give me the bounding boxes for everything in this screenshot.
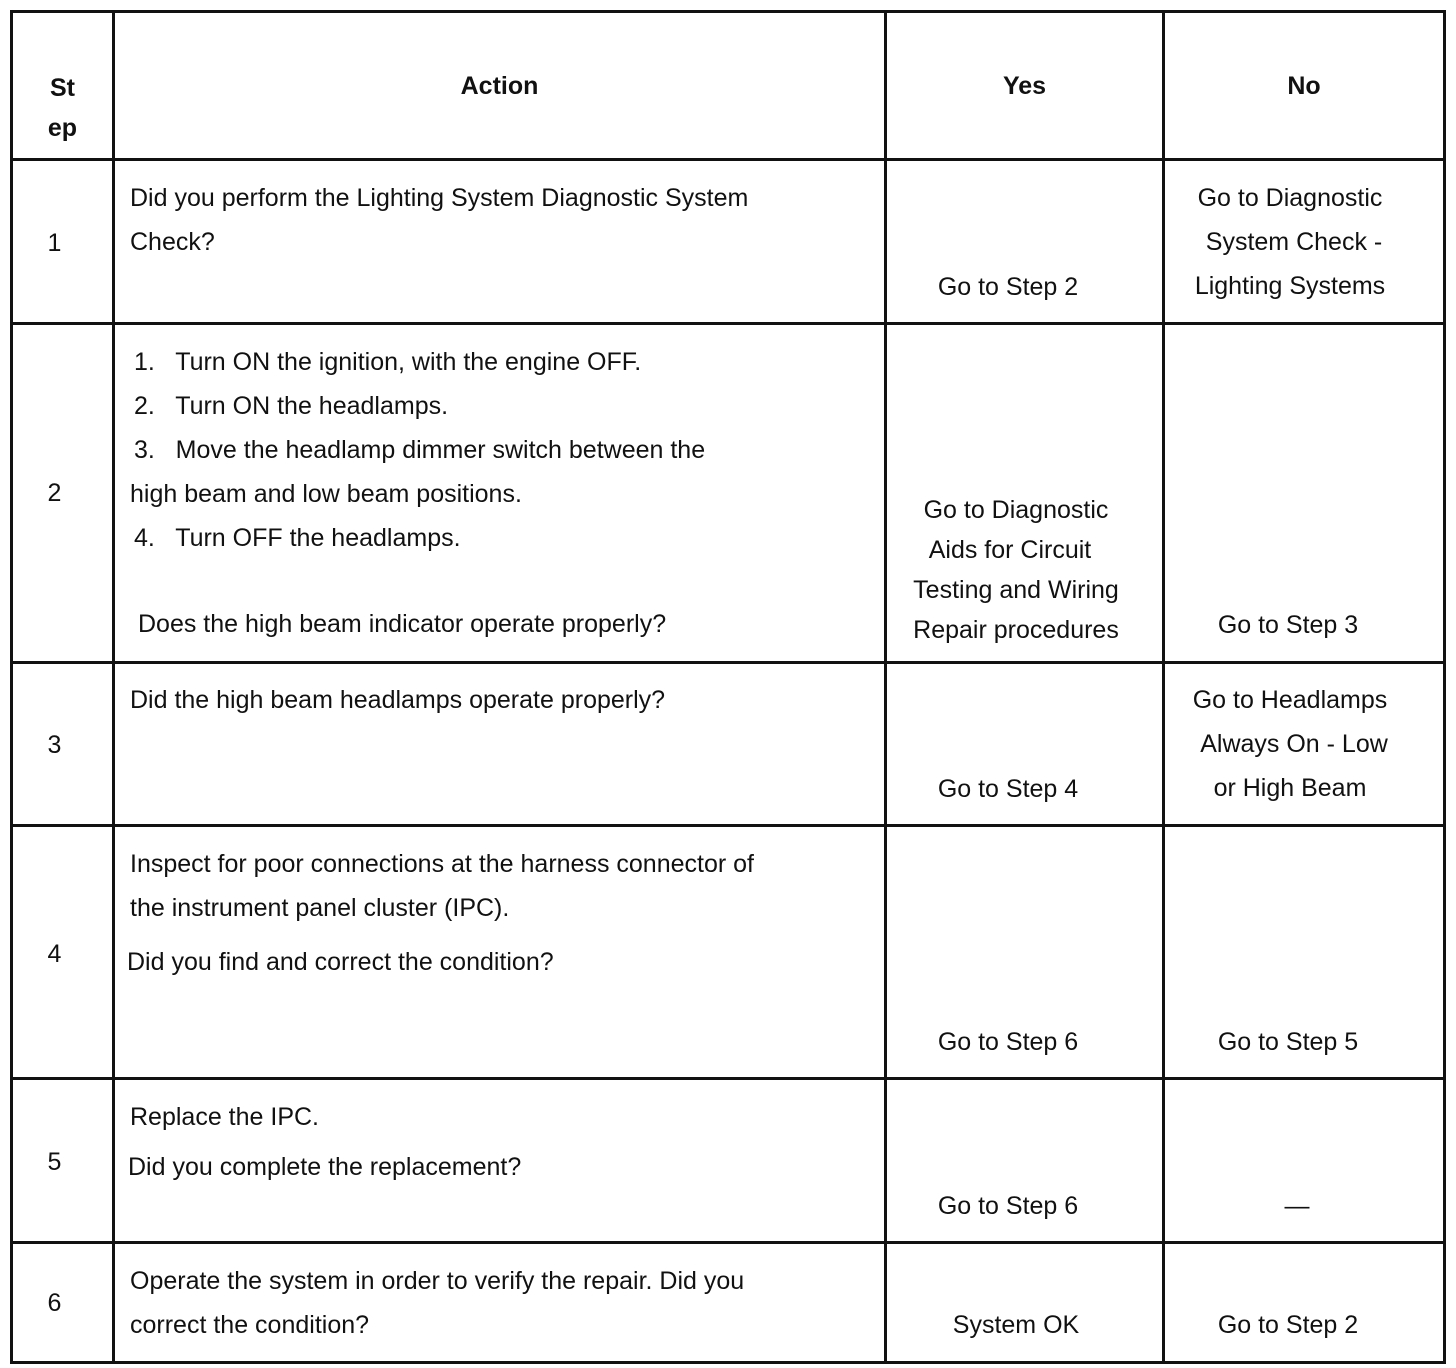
row-divider xyxy=(10,1077,1446,1080)
no-line: Lighting Systems xyxy=(1194,272,1386,300)
no-line: Go to Diagnostic xyxy=(1197,184,1383,212)
row-divider xyxy=(10,322,1446,325)
action-line: Operate the system in order to verify the repair. Did you xyxy=(130,1267,745,1295)
yes-line: Testing and Wiring xyxy=(913,576,1119,604)
table-border-bottom xyxy=(10,1361,1446,1364)
action-text xyxy=(130,1095,521,1189)
header-step-line1: St xyxy=(50,74,75,102)
table-border-right xyxy=(1443,10,1446,1364)
no-result: Go to Step 2 xyxy=(1217,1311,1359,1339)
header-step xyxy=(13,68,112,148)
action-line: Did the high beam headlamps operate properly? xyxy=(130,686,666,714)
action-line: high beam and low beam positions. xyxy=(130,480,522,508)
row-divider xyxy=(10,1241,1446,1244)
action-line: 1. Turn ON the ignition, with the engine OFF. xyxy=(134,348,642,376)
no-line: Go to Headlamps xyxy=(1192,686,1388,714)
yes-result xyxy=(887,490,1145,650)
no-line: System Check - xyxy=(1205,228,1383,256)
yes-result: System OK xyxy=(952,1311,1080,1339)
no-result: Go to Step 3 xyxy=(1217,611,1359,639)
header-no: No xyxy=(1287,72,1321,100)
step-number: 3 xyxy=(47,731,62,759)
step-number: 6 xyxy=(47,1289,62,1317)
header-step-line2: ep xyxy=(47,114,78,142)
action-line: 2. Turn ON the headlamps. xyxy=(134,392,449,420)
action-text xyxy=(130,678,665,722)
row-divider xyxy=(10,661,1446,664)
no-result xyxy=(1165,176,1415,308)
action-text xyxy=(130,340,705,646)
action-line: Did you complete the replacement? xyxy=(128,1153,522,1181)
action-text xyxy=(130,1259,744,1347)
action-line: Inspect for poor connections at the harness connector of xyxy=(130,850,754,878)
table-border-top xyxy=(10,10,1446,13)
yes-line: Aids for Circuit xyxy=(928,536,1092,564)
column-divider xyxy=(112,10,115,1364)
step-number: 2 xyxy=(47,479,62,507)
header-yes: Yes xyxy=(1002,72,1047,100)
action-line: correct the condition? xyxy=(130,1311,370,1339)
no-result: Go to Step 5 xyxy=(1217,1028,1359,1056)
action-line: Does the high beam indicator operate properly? xyxy=(138,610,667,638)
no-line: Always On - Low xyxy=(1200,730,1388,758)
action-text xyxy=(127,842,754,984)
yes-result: Go to Step 4 xyxy=(937,775,1079,803)
yes-result: Go to Step 2 xyxy=(937,273,1079,301)
action-line: 3. Move the headlamp dimmer switch between the xyxy=(134,436,706,464)
action-line: Check? xyxy=(130,228,215,256)
step-number: 1 xyxy=(47,229,62,257)
no-line: or High Beam xyxy=(1213,774,1367,802)
action-line: Replace the IPC. xyxy=(130,1103,319,1131)
no-result xyxy=(1165,678,1415,810)
yes-line: Go to Diagnostic xyxy=(923,496,1109,524)
action-line: 4. Turn OFF the headlamps. xyxy=(134,524,461,552)
action-line: Did you perform the Lighting System Diagnostic System xyxy=(130,184,749,212)
step-number: 5 xyxy=(47,1148,62,1176)
row-divider xyxy=(10,158,1446,161)
yes-result: Go to Step 6 xyxy=(937,1028,1079,1056)
step-number: 4 xyxy=(47,940,62,968)
column-divider xyxy=(884,10,887,1364)
header-action: Action xyxy=(460,72,539,100)
action-line: Did you find and correct the condition? xyxy=(127,948,554,976)
row-divider xyxy=(10,824,1446,827)
action-text xyxy=(130,176,748,264)
yes-result: Go to Step 6 xyxy=(937,1192,1079,1220)
no-result: — xyxy=(1284,1192,1310,1220)
action-line: the instrument panel cluster (IPC). xyxy=(130,894,510,922)
yes-line: Repair procedures xyxy=(913,616,1119,644)
